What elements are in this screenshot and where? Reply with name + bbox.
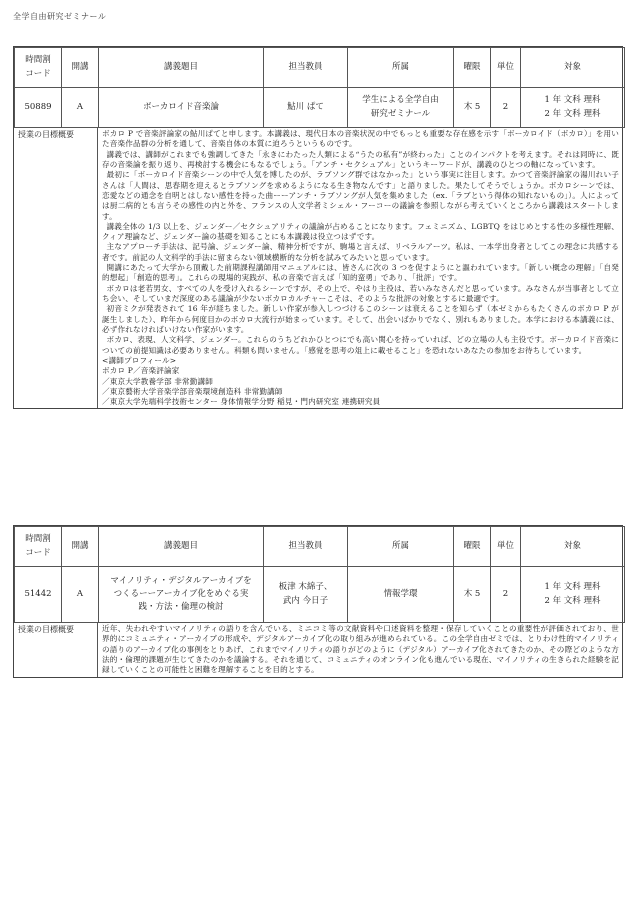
header-units: 単位 [491,48,521,88]
profile-line: ／東京大学教養学部 非常勤講師 [102,376,213,386]
header-code: 時間割 コード [15,48,62,88]
profile-heading: <講師プロフィール> [102,355,177,365]
header-target: 対象 [521,48,625,88]
course-teacher: 鮎川 ぱて [264,88,348,128]
profile-line: ボカロ P／音楽評論家 [102,366,180,376]
description-label: 授業の目標概要 [14,623,98,677]
header-target: 対象 [521,527,625,567]
description-paragraph: 講義全体の 1/3 以上を、ジェンダー／セクシュアリティの議論が占めることになります。フェミニズム、LGBTQ をはじめとする性の多様性理解、クィア理論など、ジェンダー論の基礎を知ることにも本講義は役立つはずです。 [102,221,619,242]
profile-line: ／東京大学先端科学技術センター 身体情報学分野 稲見・門内研究室 連携研究員 [102,397,381,407]
description-paragraph: 最初に「ボーカロイド音楽シーンの中で人気を博したのが、ラブソング群ではなかった」という事実に注目します。かつて音楽評論家の湯川れい子さんは「人間は、思春期を迎えるとラブソングを求めるようになる生き物なんです」と語りました。果たしてそうでしょうか。ボカロシーンでは、恋愛などの通念を自明とはしない感性を持った曲ーーアンチ・ラブソングが人気を集めました（ex.「ラブという得体の知れないもの」）。人によっては厨二病的とも言うその感性の内と外を、フランスの人文学者ミシェル・フーコーの議論を参照しながら考えていくところから講義はスタートします。 [102,170,619,221]
header-type: 開講 [62,527,99,567]
course-period: 木 5 [454,567,491,623]
table-header-row [15,48,625,88]
table-header-row [15,527,625,567]
course-meta-table [14,526,625,623]
header-dept: 所属 [348,527,454,567]
course-title: ボーカロイド音楽論 [99,88,264,128]
description-body [98,128,622,408]
description-paragraph: ボカロは老若男女、すべての人を受け入れるシーンですが、その上で、やはり主役は、若いみなさんだと思っています。みなさんが当事者として立ち会い、そしていまだ深度のある議論が少ないボカロカルチャーこそは、そのような批評の対象とするに最適です。 [102,283,619,303]
header-teacher: 担当教員 [264,48,348,88]
course-title: マイノリティ・デジタルアーカイブを つくるーーアーカイブ化をめぐる実 践・方法・倫理の検討 [99,567,264,623]
header-period: 曜限 [454,527,491,567]
course-target: 1 年 文科 理科 2 年 文科 理科 [521,88,625,128]
header-teacher: 担当教員 [264,527,348,567]
header-title: 講義題目 [99,527,264,567]
running-head: 全学自由研究ゼミナール [13,12,107,21]
description-paragraph: 初音ミクが発表されて 16 年が経ちました。新しい作家が参入しつづけるこのシーンは衰えることを知らず（本ゼミからもたくさんのボカロ P が誕生しました）、昨年から何度目かのボカロ大流行が始まっています。そして、出会いばかりでなく、別れもありました。本学における本講義には、必ず作れなければいけない作家がいます。 [102,304,619,334]
header-type: 開講 [62,48,99,88]
description-body [98,623,622,677]
course-block [13,46,623,409]
course-units: 2 [491,88,521,128]
course-type: A [62,88,99,128]
course-code: 51442 [15,567,62,623]
course-row [15,88,625,128]
course-description [14,623,622,677]
description-paragraph: 開講にあたって大学から頂戴した前期課程講師用マニュアルには、皆さんに次の 3 つを促すようにと謳われています。「新しい概念の理解」「自発的想起」「創造的思考」。これらの現場的実践が、私の音楽で言えば「知的蛮勇」であり、「批評」です。 [102,263,619,283]
header-dept: 所属 [348,48,454,88]
course-target: 1 年 文科 理科 2 年 文科 理科 [521,567,625,623]
course-units: 2 [491,567,521,623]
profile-line: ／東京藝術大学音楽学部音楽環境創造科 非常勤講師 [102,386,283,396]
header-period: 曜限 [454,48,491,88]
description-paragraph: 主なアプローチ手法は、記号論、ジェンダー論、精神分析ですが、駒場と言えば、リベラルアーツ。私は、一本学出身者としてこの理念に共感する者です。前記の人文科学的手法に留まらない領域横断的な分析を試みてみたいと思っています。 [102,242,619,262]
course-description [14,128,622,408]
header-title: 講義題目 [99,48,264,88]
course-meta-table [14,47,625,128]
course-code: 50889 [15,88,62,128]
course-type: A [62,567,99,623]
course-dept: 情報学環 [348,567,454,623]
description-label: 授業の目標概要 [14,128,98,408]
course-row [15,567,625,623]
description-paragraph: 講義では、講師がこれまでも強調してきた「永きにわたった人類による“うたの私有”が終わった」ことのインパクトを考えます。それは同時に、既存の音楽論を振り返り、再検討する機会にもなるでしょう。「アンチ・セクシュアル」というキーワードが、講義のひとつの軸になっています。 [102,149,619,169]
course-block [13,525,623,678]
description-paragraph: ボカロ、表現、人文科学、ジェンダー。これらのうちどれかひとつにでも高い関心を持っていれば、どの立場の人も主役です。ボーカロイド音楽についての前提知識は必要ありません。科類も問いません。「感覚を思考の俎上に載せること」を恐れないあなたの参加をお待ちしています。 [102,335,619,355]
course-teacher: 板津 木綿子、 武内 今日子 [264,567,348,623]
description-paragraph: ボカロ P で音楽評論家の鮎川ぱてと申します。本講義は、現代日本の音楽状況の中でもっとも重要な存在感を示す「ボーカロイド（ボカロ）」を用いた音楽作品群の分析を通して、音楽自体の本質に迫ろうというものです。 [102,129,619,149]
description-paragraph: 近年、失われやすいマイノリティの語りを含んでいる、ミニコミ等の文献資料や口述資料を整理・保存していくことの重要性が評価されており、世界的にコミュニティ・アーカイブの形成や、デジタルアーカイブ化の取り組みが進められている。この全学自由ゼミでは、とりわけ性的マイノリティの語りのアーカイブ化の事例をとりあげ、これまでマイノリティの語りがどのように（デジタル）アーカイブ化されてきたのか、その際どのような方法的・倫理的課題が生じてきたのかを議論する。それを通じて、コミュニティのオンライン化も進んでいる現在、マイノリティの生きられた経験を記録していくことの可能性と困難を理解することを目的とする。 [102,624,619,675]
header-units: 単位 [491,527,521,567]
header-code: 時間割 コード [15,527,62,567]
course-dept: 学生による全学自由 研究ゼミナール [348,88,454,128]
course-period: 木 5 [454,88,491,128]
